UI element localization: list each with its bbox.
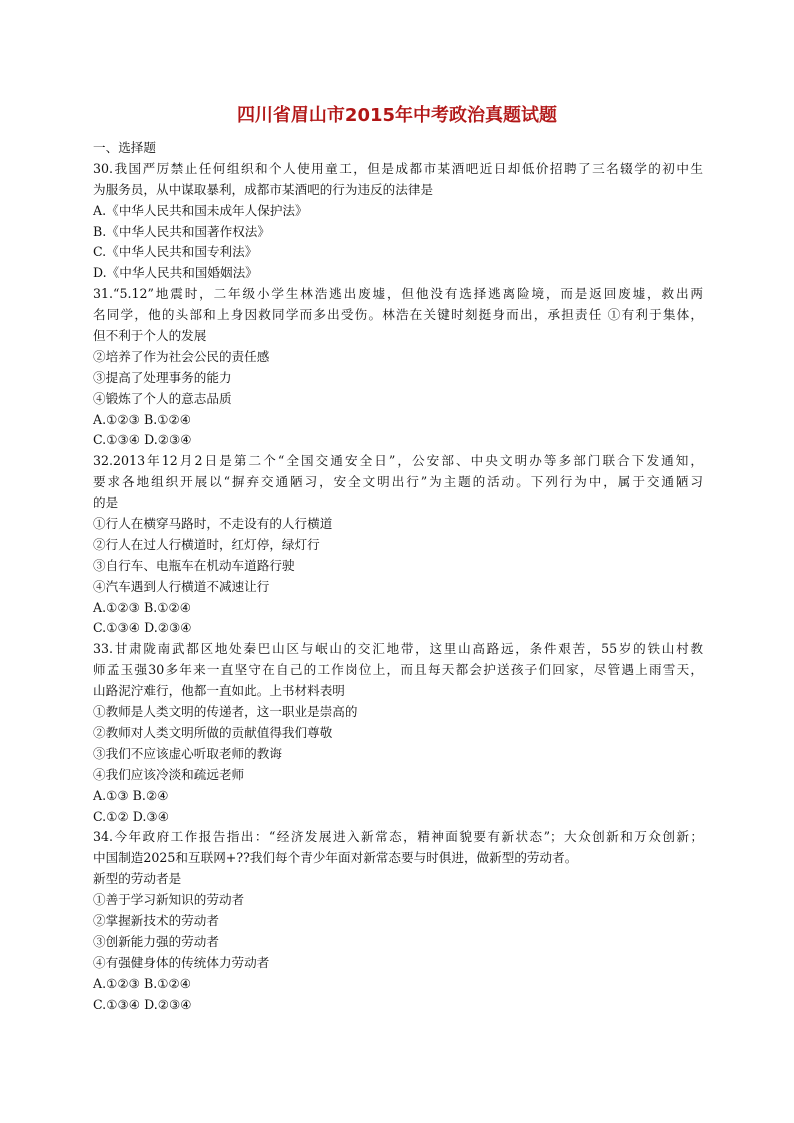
- answer-option: D.《中华人民共和国婚姻法》: [93, 265, 258, 281]
- answer-option: B.《中华人民共和国著作权法》: [93, 223, 270, 239]
- question-text-line: ①教师是人类文明的传递者，这一职业是崇高的: [93, 704, 358, 720]
- question-text-line: 要求各地组织开展以“摒弃交通陋习，安全文明出行”为主题的活动。下列行为中，属于交通陋习: [93, 474, 703, 490]
- question-text-line: 的是: [93, 495, 119, 511]
- question-block: [93, 639, 703, 827]
- question-text-line: 30.我国严厉禁止任何组织和个人使用童工，但是成都市某酒吧近日却低价招聘了三名辍学的初中生: [93, 160, 703, 176]
- page-title: 四川省眉山市2015年中考政治真题试题: [236, 105, 558, 126]
- question-text-line: 中国制造2025和互联网+??我们每个青少年面对新常态要与时俱进，做新型的劳动者。: [93, 850, 578, 866]
- question-text-line: 但不利于个人的发展: [93, 328, 207, 344]
- question-text-line: ②行人在过人行横道时，红灯停，绿灯行: [93, 536, 320, 552]
- answer-option: A.①③ B.②④: [93, 787, 169, 803]
- question-text-line: 34.今年政府工作报告指出：“经济发展进入新常态，精神面貌要有新状态”；大众创新和万众创新；: [93, 829, 703, 845]
- question-text-line: 名同学，他的头部和上身因救同学而多出受伤。林浩在关键时刻挺身而出，承担责任 ①有利于集体，: [93, 307, 703, 323]
- section-heading: 一、选择题: [93, 140, 156, 155]
- answer-option: A.①②③ B.①②④: [93, 975, 192, 991]
- question-text-line: ②教师对人类文明所做的贡献值得我们尊敬: [93, 724, 333, 740]
- answer-option: A.①②③ B.①②④: [93, 599, 192, 615]
- question-text-line: ②培养了作为社会公民的责任感: [93, 348, 270, 364]
- question-text-line: 山路泥泞难行，他都一直如此。上书材料表明: [93, 683, 345, 699]
- question-block: [93, 284, 703, 451]
- question-text-line: 33.甘肃陇南武都区地处秦巴山区与岷山的交汇地带，这里山高路远，条件艰苦，55岁的铁山村教: [93, 641, 703, 657]
- question-text-line: ①行人在横穿马路时，不走设有的人行横道: [93, 516, 333, 532]
- question-block: [93, 451, 703, 639]
- answer-option: C.①③④ D.②③④: [93, 620, 192, 636]
- answer-option: A.①②③ B.①②④: [93, 411, 192, 427]
- question-text-line: ③提高了处理事务的能力: [93, 369, 232, 385]
- question-text-line: ③自行车、电瓶车在机动车道路行驶: [93, 557, 295, 573]
- question-text-line: ④锻炼了个人的意志品质: [93, 390, 232, 406]
- question-text-line: ②掌握新技术的劳动者: [93, 912, 219, 928]
- question-text-line: 31.“5.12”地震时，二年级小学生林浩逃出废墟，但他没有选择逃离险境，而是返回废墟，救出两: [93, 286, 703, 302]
- answer-option: C.①② D.③④: [93, 808, 170, 824]
- answer-option: C.①③④ D.②③④: [93, 432, 192, 448]
- question-text-line: ①善于学习新知识的劳动者: [93, 892, 245, 908]
- question-text-line: ④我们应该冷淡和疏远老师: [93, 766, 245, 782]
- answer-option: A.《中华人民共和国未成年人保护法》: [93, 202, 308, 218]
- answer-option: C.《中华人民共和国专利法》: [93, 244, 258, 260]
- question-text-line: 为服务员，从中谋取暴利，成都市某酒吧的行为违反的法律是: [93, 181, 434, 197]
- answer-option: C.①③④ D.②③④: [93, 996, 192, 1012]
- question-text-line: 师孟玉强30多年来一直坚守在自己的工作岗位上，而且每天都会护送孩子们回家，尽管遇上雨雪天，: [93, 662, 703, 678]
- question-block: [93, 827, 703, 1015]
- question-text-line: ③创新能力强的劳动者: [93, 933, 219, 949]
- question-text-line: ③我们不应该虚心听取老师的教诲: [93, 745, 282, 761]
- question-text-line: 32.2013年12月2日是第二个“全国交通安全日”，公安部、中央文明办等多部门联合下发通知，: [93, 453, 703, 469]
- question-text-line: 新型的劳动者是: [93, 871, 182, 887]
- question-text-line: ④汽车遇到人行横道不减速让行: [93, 578, 270, 594]
- question-list: [93, 138, 703, 1015]
- question-block: [93, 159, 703, 284]
- question-text-line: ④有强健身体的传统体力劳动者: [93, 954, 270, 970]
